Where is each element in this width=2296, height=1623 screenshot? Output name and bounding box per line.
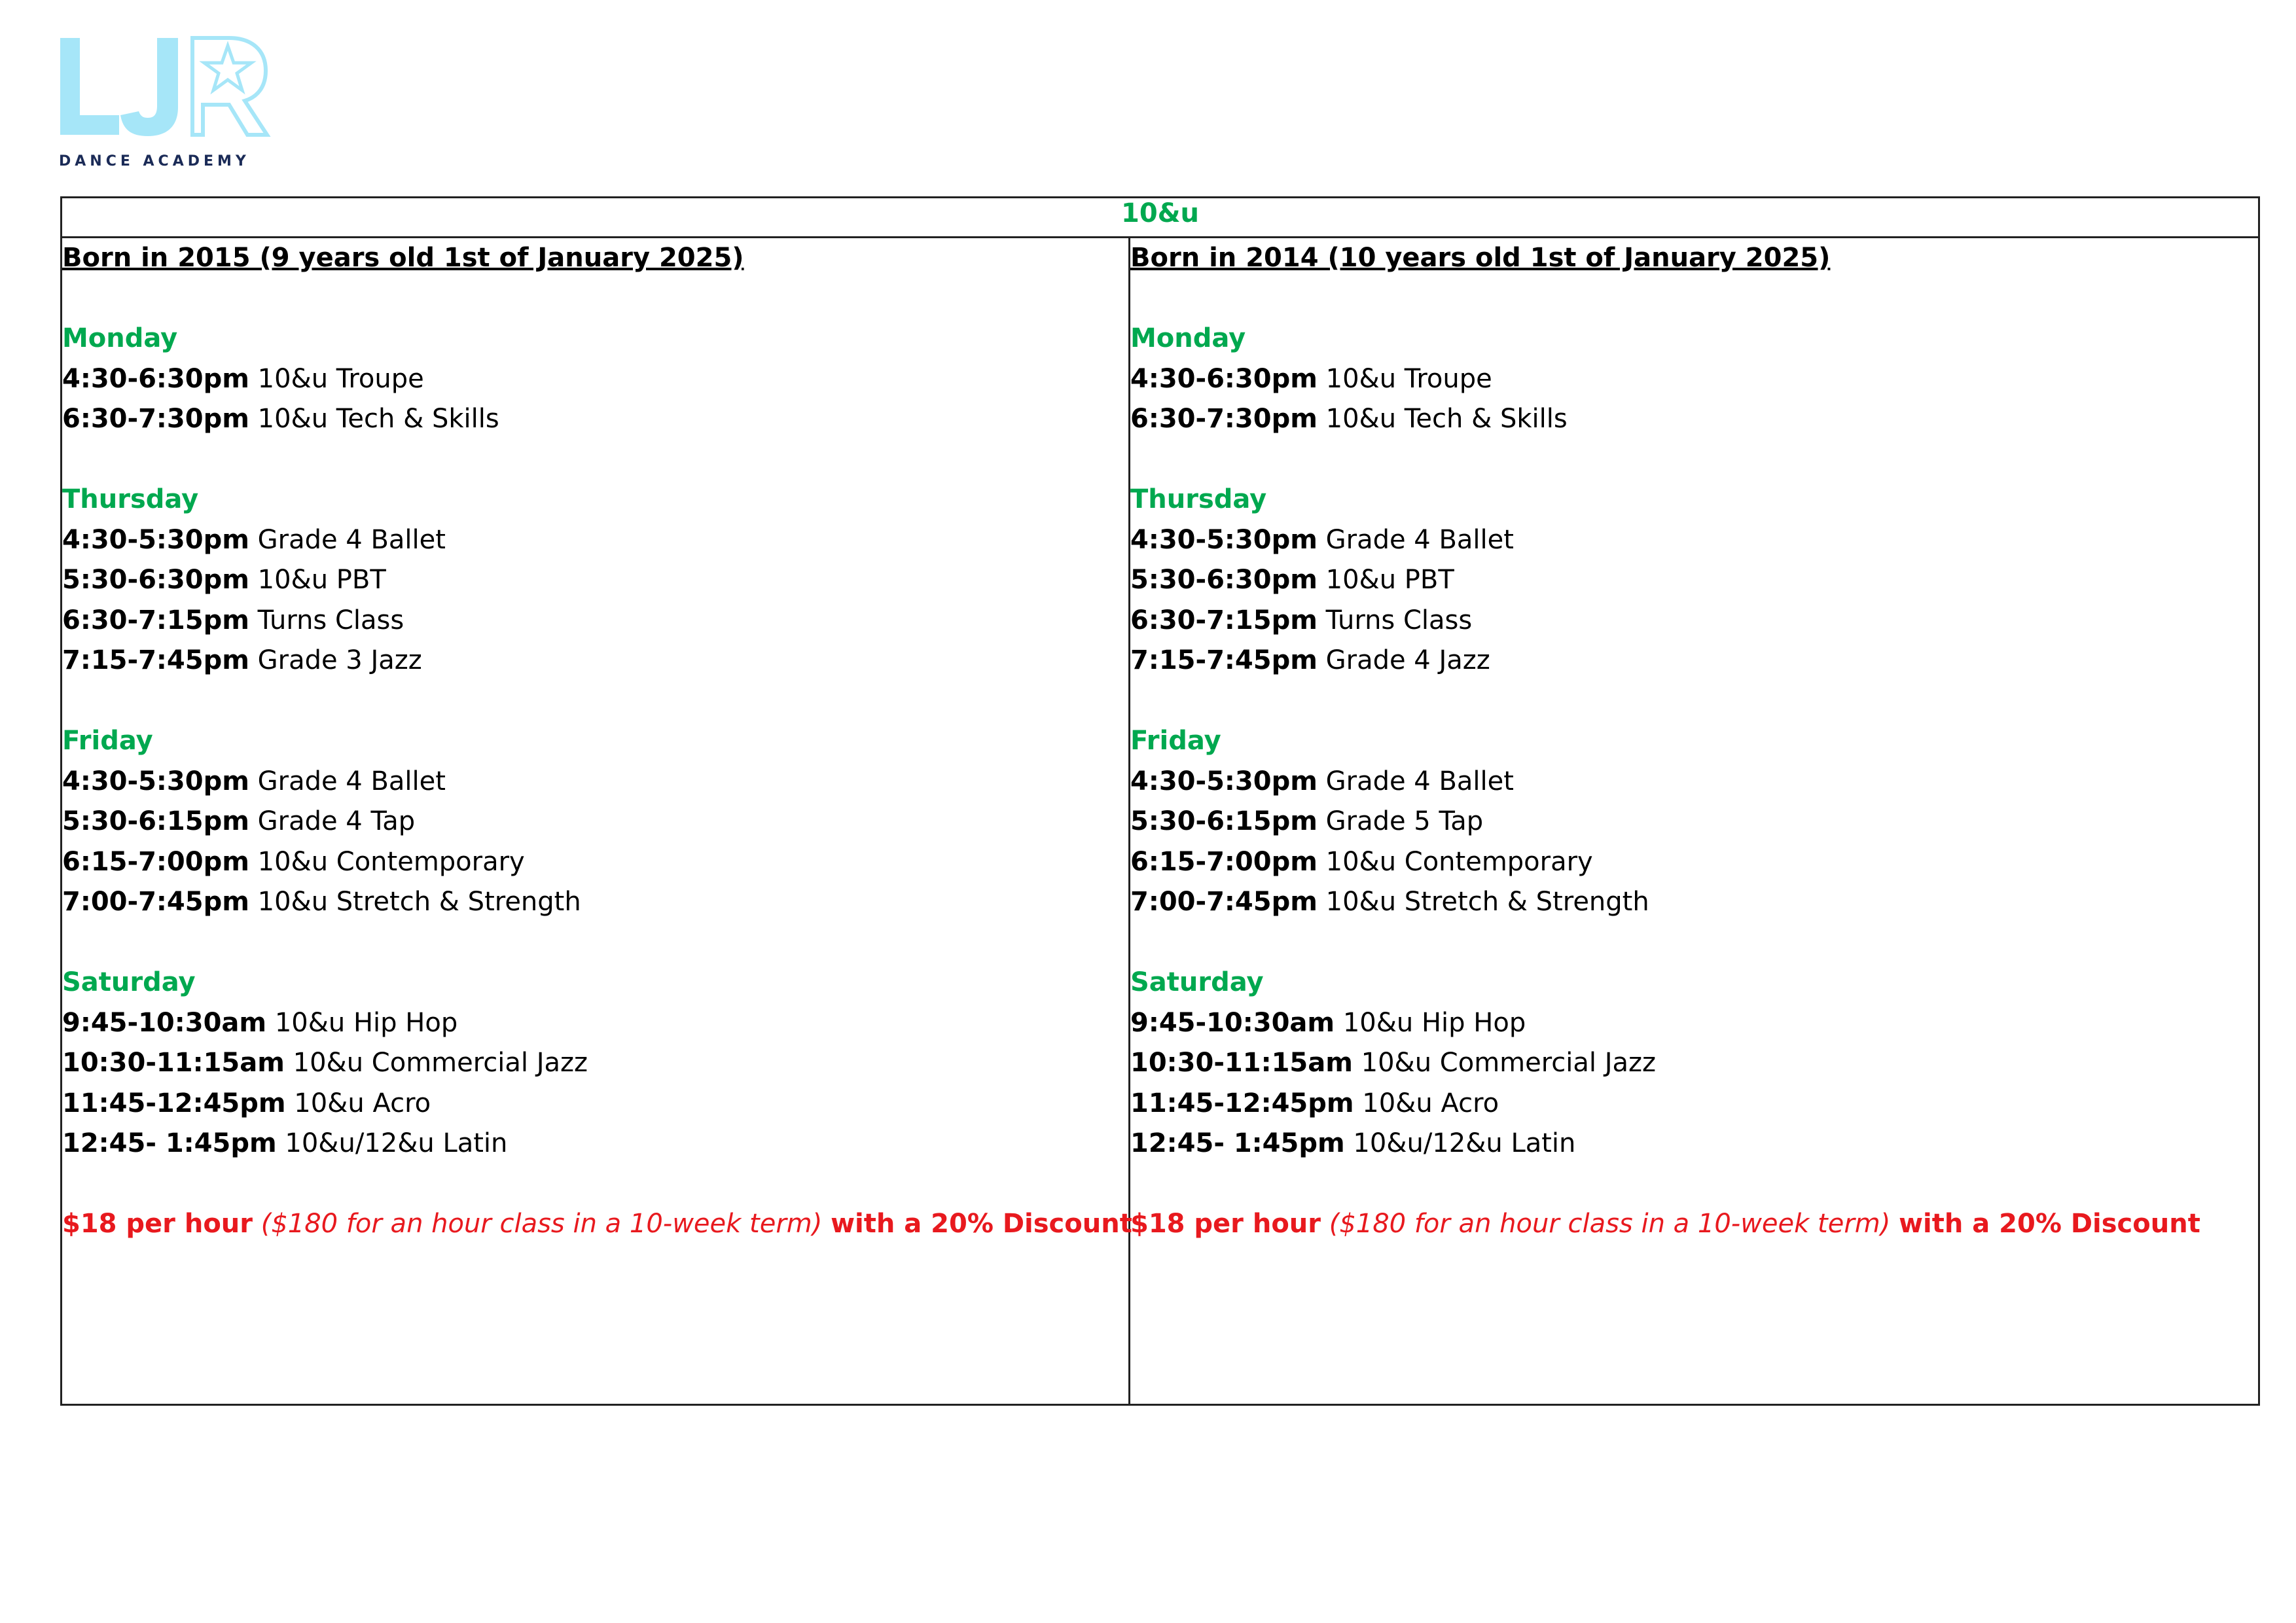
column-heading: Born in 2015 (9 years old 1st of January 2025): [62, 243, 744, 273]
class-entry: 5:30-6:30pm 10&u PBT: [1130, 565, 1454, 595]
class-entry: 10:30-11:15am 10&u Commercial Jazz: [1130, 1048, 1657, 1078]
class-entry: 12:45- 1:45pm 10&u/12&u Latin: [62, 1128, 508, 1158]
day-heading-friday: Friday: [62, 726, 153, 756]
class-entry: 4:30-5:30pm Grade 4 Ballet: [1130, 524, 1514, 555]
class-entry: 10:30-11:15am 10&u Commercial Jazz: [62, 1048, 588, 1078]
day-heading-monday: Monday: [62, 323, 178, 353]
day-heading-saturday: Saturday: [62, 967, 196, 997]
ljr-logo-mark: [58, 34, 274, 152]
schedule-table: [60, 196, 2260, 1406]
class-entry: 5:30-6:30pm 10&u PBT: [62, 565, 386, 595]
price-note: $18 per hour ($180 for an hour class in a 10-week term) with a 20% Discount: [62, 1209, 1132, 1239]
class-entry: 6:15-7:00pm 10&u Contemporary: [62, 846, 525, 877]
class-entry: 7:15-7:45pm Grade 4 Jazz: [1130, 645, 1490, 675]
academy-logo: [58, 34, 274, 178]
class-entry: 7:00-7:45pm 10&u Stretch & Strength: [62, 887, 581, 917]
class-entry: 4:30-5:30pm Grade 4 Ballet: [1130, 766, 1514, 796]
class-entry: 5:30-6:15pm Grade 4 Tap: [62, 806, 416, 836]
class-entry: 6:15-7:00pm 10&u Contemporary: [1130, 846, 1593, 877]
class-entry: 7:15-7:45pm Grade 3 Jazz: [62, 645, 422, 675]
class-entry: 6:30-7:15pm Turns Class: [1130, 605, 1473, 635]
column-heading: Born in 2014 (10 years old 1st of January 2025): [1130, 243, 1831, 273]
day-heading-thursday: Thursday: [1130, 484, 1267, 514]
day-heading-saturday: Saturday: [1130, 967, 1264, 997]
class-entry: 6:30-7:15pm Turns Class: [62, 605, 404, 635]
class-entry: 9:45-10:30am 10&u Hip Hop: [62, 1007, 458, 1038]
class-entry: 11:45-12:45pm 10&u Acro: [62, 1088, 431, 1118]
class-entry: 5:30-6:15pm Grade 5 Tap: [1130, 806, 1484, 836]
class-entry: 9:45-10:30am 10&u Hip Hop: [1130, 1007, 1526, 1038]
class-entry: 7:00-7:45pm 10&u Stretch & Strength: [1130, 887, 1649, 917]
class-entry: 4:30-5:30pm Grade 4 Ballet: [62, 524, 446, 555]
schedule-column-2014: [1130, 238, 2259, 1405]
schedule-column-2015: [62, 238, 1130, 1405]
class-entry: 6:30-7:30pm 10&u Tech & Skills: [62, 404, 499, 434]
day-heading-thursday: Thursday: [62, 484, 199, 514]
class-entry: 4:30-6:30pm 10&u Troupe: [62, 363, 424, 394]
class-entry: 11:45-12:45pm 10&u Acro: [1130, 1088, 1499, 1118]
day-heading-friday: Friday: [1130, 726, 1221, 756]
price-note: $18 per hour ($180 for an hour class in a 10-week term) with a 20% Discount: [1130, 1209, 2200, 1239]
day-heading-monday: Monday: [1130, 323, 1246, 353]
logo-subtitle: DANCE ACADEMY: [59, 153, 250, 169]
star-icon: [204, 46, 251, 90]
class-entry: 12:45- 1:45pm 10&u/12&u Latin: [1130, 1128, 1576, 1158]
class-entry: 4:30-6:30pm 10&u Troupe: [1130, 363, 1492, 394]
age-group-title: 10&u: [62, 198, 2259, 238]
class-entry: 4:30-5:30pm Grade 4 Ballet: [62, 766, 446, 796]
class-entry: 6:30-7:30pm 10&u Tech & Skills: [1130, 404, 1568, 434]
